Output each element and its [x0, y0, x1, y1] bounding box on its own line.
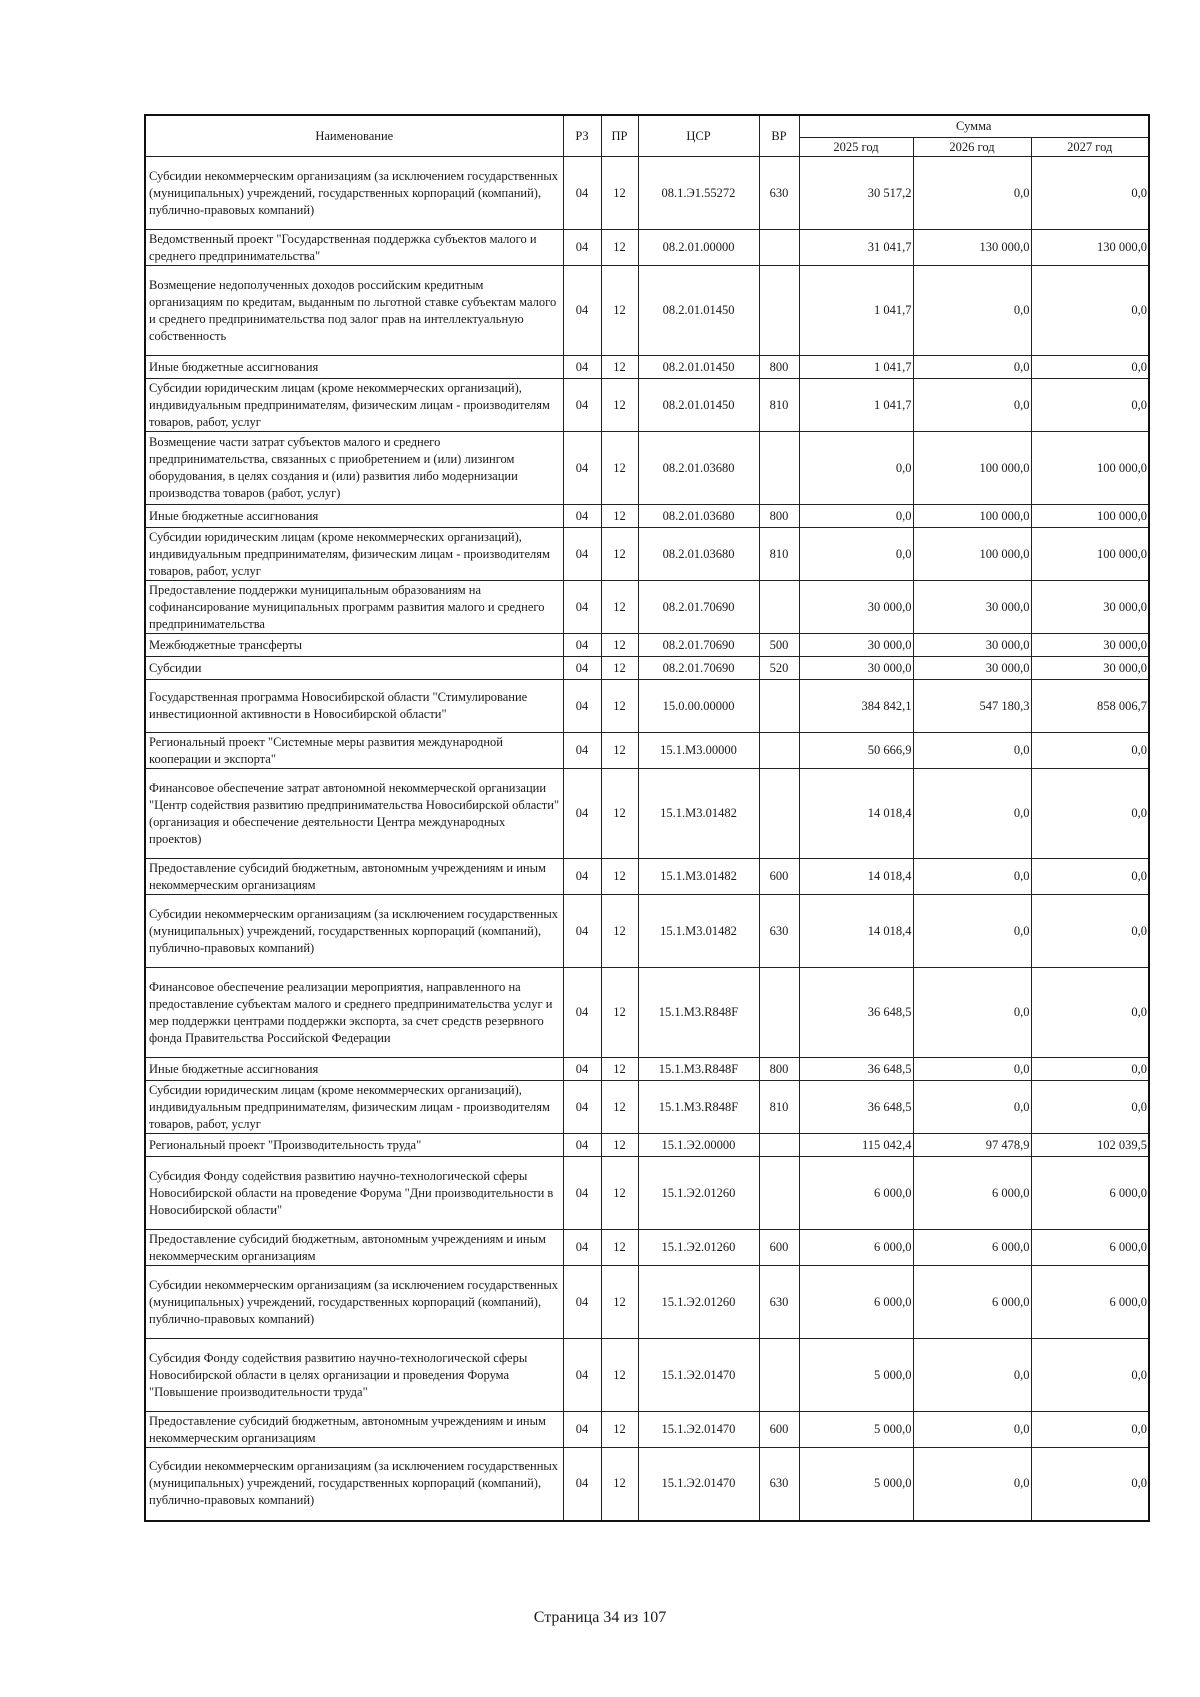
row-rz-cell: 04 — [563, 1230, 601, 1266]
row-csr-cell: 15.1.М3.01482 — [638, 895, 759, 968]
row-pr-cell: 12 — [601, 1448, 638, 1521]
row-2027-cell: 130 000,0 — [1031, 230, 1149, 266]
row-2025-cell: 14 018,4 — [799, 769, 913, 859]
row-csr-cell: 15.1.Э2.01470 — [638, 1339, 759, 1412]
row-2026-cell: 547 180,3 — [913, 680, 1031, 733]
table-row — [145, 1157, 1149, 1230]
row-2025-cell: 50 666,9 — [799, 733, 913, 769]
row-rz-cell: 04 — [563, 379, 601, 432]
row-2027-cell: 0,0 — [1031, 733, 1149, 769]
header-csr: ЦСР — [638, 115, 759, 157]
table-row — [145, 859, 1149, 895]
row-pr-cell: 12 — [601, 1230, 638, 1266]
row-vr-cell — [759, 769, 799, 859]
row-pr-cell: 12 — [601, 1134, 638, 1157]
row-csr-cell: 08.2.01.03680 — [638, 432, 759, 505]
table-row — [145, 266, 1149, 356]
row-name-cell: Предоставление субсидий бюджетным, автономным учреждениям и иным некоммерческим организациям — [145, 1230, 563, 1266]
row-2025-cell: 6 000,0 — [799, 1266, 913, 1339]
row-vr-cell — [759, 1339, 799, 1412]
row-pr-cell: 12 — [601, 505, 638, 528]
row-2025-cell: 5 000,0 — [799, 1412, 913, 1448]
row-vr-cell: 630 — [759, 1448, 799, 1521]
row-rz-cell: 04 — [563, 634, 601, 657]
header-rz: РЗ — [563, 115, 601, 157]
row-vr-cell — [759, 733, 799, 769]
row-2027-cell: 0,0 — [1031, 1412, 1149, 1448]
row-csr-cell: 15.0.00.00000 — [638, 680, 759, 733]
row-csr-cell: 15.1.Э2.01470 — [638, 1448, 759, 1521]
row-2026-cell: 0,0 — [913, 769, 1031, 859]
header-2026: 2026 год — [913, 138, 1031, 157]
row-name-cell: Иные бюджетные ассигнования — [145, 1058, 563, 1081]
row-pr-cell: 12 — [601, 1412, 638, 1448]
table-row — [145, 1058, 1149, 1081]
row-2025-cell: 6 000,0 — [799, 1157, 913, 1230]
row-rz-cell: 04 — [563, 1266, 601, 1339]
row-2027-cell: 30 000,0 — [1031, 581, 1149, 634]
table-row — [145, 769, 1149, 859]
row-name-cell: Возмещение части затрат субъектов малого и среднего предпринимательства, связанных с приобретением и (или) лизингом оборудования, в целях создания и (или) развития либо модернизации производства товаров (работ, услуг) — [145, 432, 563, 505]
row-vr-cell — [759, 1134, 799, 1157]
row-vr-cell — [759, 581, 799, 634]
row-rz-cell: 04 — [563, 432, 601, 505]
row-2025-cell: 30 000,0 — [799, 657, 913, 680]
row-rz-cell: 04 — [563, 968, 601, 1058]
row-csr-cell: 15.1.Э2.01260 — [638, 1266, 759, 1339]
row-rz-cell: 04 — [563, 266, 601, 356]
row-name-cell: Региональный проект "Производительность труда" — [145, 1134, 563, 1157]
row-2027-cell: 0,0 — [1031, 266, 1149, 356]
row-pr-cell: 12 — [601, 379, 638, 432]
row-2027-cell: 0,0 — [1031, 1448, 1149, 1521]
table-row — [145, 230, 1149, 266]
row-vr-cell: 520 — [759, 657, 799, 680]
row-2027-cell: 858 006,7 — [1031, 680, 1149, 733]
row-2025-cell: 0,0 — [799, 528, 913, 581]
row-2027-cell: 6 000,0 — [1031, 1157, 1149, 1230]
row-pr-cell: 12 — [601, 356, 638, 379]
row-vr-cell — [759, 266, 799, 356]
row-2025-cell: 36 648,5 — [799, 1081, 913, 1134]
row-2025-cell: 1 041,7 — [799, 356, 913, 379]
row-2025-cell: 1 041,7 — [799, 266, 913, 356]
row-2026-cell: 97 478,9 — [913, 1134, 1031, 1157]
header-name: Наименование — [145, 115, 563, 157]
row-name-cell: Региональный проект "Системные меры развития международной кооперации и экспорта" — [145, 733, 563, 769]
row-2026-cell: 0,0 — [913, 1339, 1031, 1412]
row-name-cell: Субсидии некоммерческим организациям (за исключением государственных (муниципальных) учреждений, государственных корпораций (компаний), публично-правовых компаний) — [145, 895, 563, 968]
row-rz-cell: 04 — [563, 680, 601, 733]
row-2026-cell: 100 000,0 — [913, 432, 1031, 505]
row-2025-cell: 30 517,2 — [799, 157, 913, 230]
table-row — [145, 895, 1149, 968]
row-rz-cell: 04 — [563, 1058, 601, 1081]
row-pr-cell: 12 — [601, 769, 638, 859]
row-pr-cell: 12 — [601, 230, 638, 266]
row-vr-cell — [759, 968, 799, 1058]
row-vr-cell: 600 — [759, 859, 799, 895]
row-2027-cell: 0,0 — [1031, 769, 1149, 859]
row-rz-cell: 04 — [563, 733, 601, 769]
header-sum: Сумма — [799, 115, 1149, 138]
row-rz-cell: 04 — [563, 1339, 601, 1412]
table-row — [145, 968, 1149, 1058]
row-2025-cell: 6 000,0 — [799, 1230, 913, 1266]
row-2027-cell: 0,0 — [1031, 379, 1149, 432]
row-2027-cell: 100 000,0 — [1031, 505, 1149, 528]
row-name-cell: Субсидии — [145, 657, 563, 680]
row-name-cell: Субсидии юридическим лицам (кроме некоммерческих организаций), индивидуальным предпринимателям, физическим лицам - производителям товаров, работ, услуг — [145, 379, 563, 432]
row-2025-cell: 5 000,0 — [799, 1448, 913, 1521]
row-2026-cell: 0,0 — [913, 859, 1031, 895]
row-csr-cell: 15.1.М3.00000 — [638, 733, 759, 769]
row-vr-cell — [759, 1157, 799, 1230]
row-2026-cell: 100 000,0 — [913, 528, 1031, 581]
row-2026-cell: 0,0 — [913, 1058, 1031, 1081]
row-vr-cell: 600 — [759, 1412, 799, 1448]
row-csr-cell: 15.1.Э2.01260 — [638, 1230, 759, 1266]
row-2026-cell: 0,0 — [913, 968, 1031, 1058]
row-2025-cell: 0,0 — [799, 432, 913, 505]
row-2027-cell: 0,0 — [1031, 859, 1149, 895]
row-pr-cell: 12 — [601, 1339, 638, 1412]
row-2025-cell: 115 042,4 — [799, 1134, 913, 1157]
row-csr-cell: 08.2.01.70690 — [638, 634, 759, 657]
row-2027-cell: 100 000,0 — [1031, 528, 1149, 581]
row-vr-cell — [759, 230, 799, 266]
row-2027-cell: 30 000,0 — [1031, 657, 1149, 680]
row-rz-cell: 04 — [563, 895, 601, 968]
row-csr-cell: 08.2.01.70690 — [638, 581, 759, 634]
table-row — [145, 1230, 1149, 1266]
row-2025-cell: 14 018,4 — [799, 895, 913, 968]
row-2026-cell: 30 000,0 — [913, 581, 1031, 634]
row-csr-cell: 08.1.Э1.55272 — [638, 157, 759, 230]
row-rz-cell: 04 — [563, 1134, 601, 1157]
row-vr-cell: 800 — [759, 505, 799, 528]
row-csr-cell: 08.2.01.01450 — [638, 379, 759, 432]
row-rz-cell: 04 — [563, 1081, 601, 1134]
row-csr-cell: 08.2.01.03680 — [638, 528, 759, 581]
row-pr-cell: 12 — [601, 157, 638, 230]
row-csr-cell: 15.1.Э2.01470 — [638, 1412, 759, 1448]
row-rz-cell: 04 — [563, 505, 601, 528]
row-2026-cell: 30 000,0 — [913, 634, 1031, 657]
row-rz-cell: 04 — [563, 769, 601, 859]
row-2026-cell: 0,0 — [913, 733, 1031, 769]
row-2027-cell: 6 000,0 — [1031, 1266, 1149, 1339]
row-rz-cell: 04 — [563, 1448, 601, 1521]
row-rz-cell: 04 — [563, 1157, 601, 1230]
row-csr-cell: 15.1.М3.R848F — [638, 1081, 759, 1134]
row-pr-cell: 12 — [601, 634, 638, 657]
row-vr-cell — [759, 432, 799, 505]
row-2026-cell: 6 000,0 — [913, 1266, 1031, 1339]
row-vr-cell: 800 — [759, 1058, 799, 1081]
row-csr-cell: 08.2.01.70690 — [638, 657, 759, 680]
row-rz-cell: 04 — [563, 528, 601, 581]
row-csr-cell: 15.1.Э2.01260 — [638, 1157, 759, 1230]
row-2026-cell: 0,0 — [913, 1448, 1031, 1521]
row-csr-cell: 15.1.М3.01482 — [638, 769, 759, 859]
row-2026-cell: 0,0 — [913, 1412, 1031, 1448]
row-pr-cell: 12 — [601, 657, 638, 680]
row-pr-cell: 12 — [601, 1266, 638, 1339]
row-vr-cell: 810 — [759, 528, 799, 581]
row-pr-cell: 12 — [601, 528, 638, 581]
row-vr-cell: 810 — [759, 1081, 799, 1134]
row-pr-cell: 12 — [601, 680, 638, 733]
row-vr-cell: 800 — [759, 356, 799, 379]
row-2027-cell: 30 000,0 — [1031, 634, 1149, 657]
row-vr-cell: 600 — [759, 1230, 799, 1266]
row-2026-cell: 0,0 — [913, 895, 1031, 968]
row-name-cell: Ведомственный проект "Государственная поддержка субъектов малого и среднего предпринимательства" — [145, 230, 563, 266]
row-pr-cell: 12 — [601, 432, 638, 505]
row-name-cell: Возмещение недополученных доходов российским кредитным организациям по кредитам, выданным по льготной ставке субъектам малого и среднего предпринимательства под залог прав на интеллектуальную собственность — [145, 266, 563, 356]
row-2026-cell: 0,0 — [913, 356, 1031, 379]
row-csr-cell: 08.2.01.01450 — [638, 356, 759, 379]
row-2026-cell: 6 000,0 — [913, 1230, 1031, 1266]
row-2025-cell: 36 648,5 — [799, 968, 913, 1058]
row-rz-cell: 04 — [563, 356, 601, 379]
row-2027-cell: 0,0 — [1031, 895, 1149, 968]
table-row — [145, 528, 1149, 581]
table-row — [145, 1339, 1149, 1412]
row-name-cell: Иные бюджетные ассигнования — [145, 356, 563, 379]
row-name-cell: Иные бюджетные ассигнования — [145, 505, 563, 528]
row-vr-cell: 630 — [759, 1266, 799, 1339]
row-name-cell: Субсидии юридическим лицам (кроме некоммерческих организаций), индивидуальным предпринимателям, физическим лицам - производителям товаров, работ, услуг — [145, 528, 563, 581]
row-2027-cell: 0,0 — [1031, 157, 1149, 230]
row-pr-cell: 12 — [601, 895, 638, 968]
row-2027-cell: 0,0 — [1031, 1081, 1149, 1134]
row-2025-cell: 30 000,0 — [799, 581, 913, 634]
row-2027-cell: 0,0 — [1031, 1058, 1149, 1081]
row-pr-cell: 12 — [601, 266, 638, 356]
row-2025-cell: 384 842,1 — [799, 680, 913, 733]
header-pr: ПР — [601, 115, 638, 157]
row-csr-cell: 15.1.Э2.00000 — [638, 1134, 759, 1157]
row-csr-cell: 08.2.01.00000 — [638, 230, 759, 266]
row-name-cell: Субсидии некоммерческим организациям (за исключением государственных (муниципальных) учреждений, государственных корпораций (компаний), публично-правовых компаний) — [145, 1266, 563, 1339]
row-rz-cell: 04 — [563, 581, 601, 634]
table-row — [145, 1134, 1149, 1157]
row-2027-cell: 0,0 — [1031, 1339, 1149, 1412]
row-2027-cell: 0,0 — [1031, 356, 1149, 379]
row-2025-cell: 5 000,0 — [799, 1339, 913, 1412]
row-vr-cell: 630 — [759, 895, 799, 968]
row-pr-cell: 12 — [601, 733, 638, 769]
row-2025-cell: 1 041,7 — [799, 379, 913, 432]
table-row — [145, 1412, 1149, 1448]
table-body — [145, 157, 1149, 1521]
row-2027-cell: 102 039,5 — [1031, 1134, 1149, 1157]
row-2026-cell: 0,0 — [913, 1081, 1031, 1134]
row-name-cell: Субсидия Фонду содействия развитию научно-технологической сферы Новосибирской области в целях организации и проведения Форума "Повышение производительности труда" — [145, 1339, 563, 1412]
table-row — [145, 379, 1149, 432]
row-name-cell: Финансовое обеспечение затрат автономной некоммерческой организации "Центр содействия развитию предпринимательства Новосибирской области" (организация и обеспечение деятельности Центра международных проектов) — [145, 769, 563, 859]
row-rz-cell: 04 — [563, 230, 601, 266]
row-2027-cell: 6 000,0 — [1031, 1230, 1149, 1266]
table-row — [145, 1448, 1149, 1521]
row-vr-cell: 630 — [759, 157, 799, 230]
row-pr-cell: 12 — [601, 1081, 638, 1134]
row-name-cell: Субсидии юридическим лицам (кроме некоммерческих организаций), индивидуальным предпринимателям, физическим лицам - производителям товаров, работ, услуг — [145, 1081, 563, 1134]
row-pr-cell: 12 — [601, 581, 638, 634]
row-name-cell: Предоставление субсидий бюджетным, автономным учреждениям и иным некоммерческим организациям — [145, 1412, 563, 1448]
table-row — [145, 680, 1149, 733]
page-number: Страница 34 из 107 — [533, 1609, 667, 1626]
row-rz-cell: 04 — [563, 1412, 601, 1448]
row-2026-cell: 0,0 — [913, 379, 1031, 432]
row-name-cell: Межбюджетные трансферты — [145, 634, 563, 657]
row-2026-cell: 6 000,0 — [913, 1157, 1031, 1230]
row-2026-cell: 30 000,0 — [913, 657, 1031, 680]
row-name-cell: Предоставление поддержки муниципальным образованиям на софинансирование муниципальных программ развития малого и среднего предпринимательства — [145, 581, 563, 634]
table-row — [145, 581, 1149, 634]
row-csr-cell: 08.2.01.03680 — [638, 505, 759, 528]
header-vr: ВР — [759, 115, 799, 157]
row-name-cell: Государственная программа Новосибирской области "Стимулирование инвестиционной активности в Новосибирской области" — [145, 680, 563, 733]
row-name-cell: Финансовое обеспечение реализации мероприятия, направленного на предоставление субъектам малого и среднего предпринимательства услуг и мер поддержки центрами поддержки экспорта, за счет средств резервного фонда Правительства Российской Федерации — [145, 968, 563, 1058]
row-pr-cell: 12 — [601, 968, 638, 1058]
table-row — [145, 432, 1149, 505]
table-row — [145, 1266, 1149, 1339]
row-name-cell: Предоставление субсидий бюджетным, автономным учреждениям и иным некоммерческим организациям — [145, 859, 563, 895]
row-pr-cell: 12 — [601, 859, 638, 895]
row-pr-cell: 12 — [601, 1058, 638, 1081]
row-name-cell: Субсидия Фонду содействия развитию научно-технологической сферы Новосибирской области на проведение Форума "Дни производительности в Новосибирской области" — [145, 1157, 563, 1230]
header-2025: 2025 год — [799, 138, 913, 157]
row-2027-cell: 0,0 — [1031, 968, 1149, 1058]
row-rz-cell: 04 — [563, 157, 601, 230]
row-2025-cell: 0,0 — [799, 505, 913, 528]
row-2025-cell: 30 000,0 — [799, 634, 913, 657]
row-2026-cell: 0,0 — [913, 157, 1031, 230]
row-vr-cell: 810 — [759, 379, 799, 432]
row-vr-cell — [759, 680, 799, 733]
row-rz-cell: 04 — [563, 657, 601, 680]
table-row — [145, 157, 1149, 230]
row-2026-cell: 0,0 — [913, 266, 1031, 356]
budget-table-container — [144, 114, 1148, 1522]
row-name-cell: Субсидии некоммерческим организациям (за исключением государственных (муниципальных) учреждений, государственных корпораций (компаний), публично-правовых компаний) — [145, 1448, 563, 1521]
table-row — [145, 356, 1149, 379]
row-rz-cell: 04 — [563, 859, 601, 895]
row-2027-cell: 100 000,0 — [1031, 432, 1149, 505]
row-csr-cell: 15.1.М3.01482 — [638, 859, 759, 895]
table-row — [145, 1081, 1149, 1134]
row-name-cell: Субсидии некоммерческим организациям (за исключением государственных (муниципальных) учреждений, государственных корпораций (компаний), публично-правовых компаний) — [145, 157, 563, 230]
header-2027: 2027 год — [1031, 138, 1149, 157]
row-2026-cell: 100 000,0 — [913, 505, 1031, 528]
table-row — [145, 733, 1149, 769]
row-pr-cell: 12 — [601, 1157, 638, 1230]
row-2025-cell: 36 648,5 — [799, 1058, 913, 1081]
table-row — [145, 634, 1149, 657]
table-row — [145, 657, 1149, 680]
row-2025-cell: 14 018,4 — [799, 859, 913, 895]
row-csr-cell: 15.1.М3.R848F — [638, 968, 759, 1058]
row-csr-cell: 08.2.01.01450 — [638, 266, 759, 356]
row-2026-cell: 130 000,0 — [913, 230, 1031, 266]
table-row — [145, 505, 1149, 528]
budget-table — [144, 114, 1150, 1522]
row-2025-cell: 31 041,7 — [799, 230, 913, 266]
row-csr-cell: 15.1.М3.R848F — [638, 1058, 759, 1081]
row-vr-cell: 500 — [759, 634, 799, 657]
